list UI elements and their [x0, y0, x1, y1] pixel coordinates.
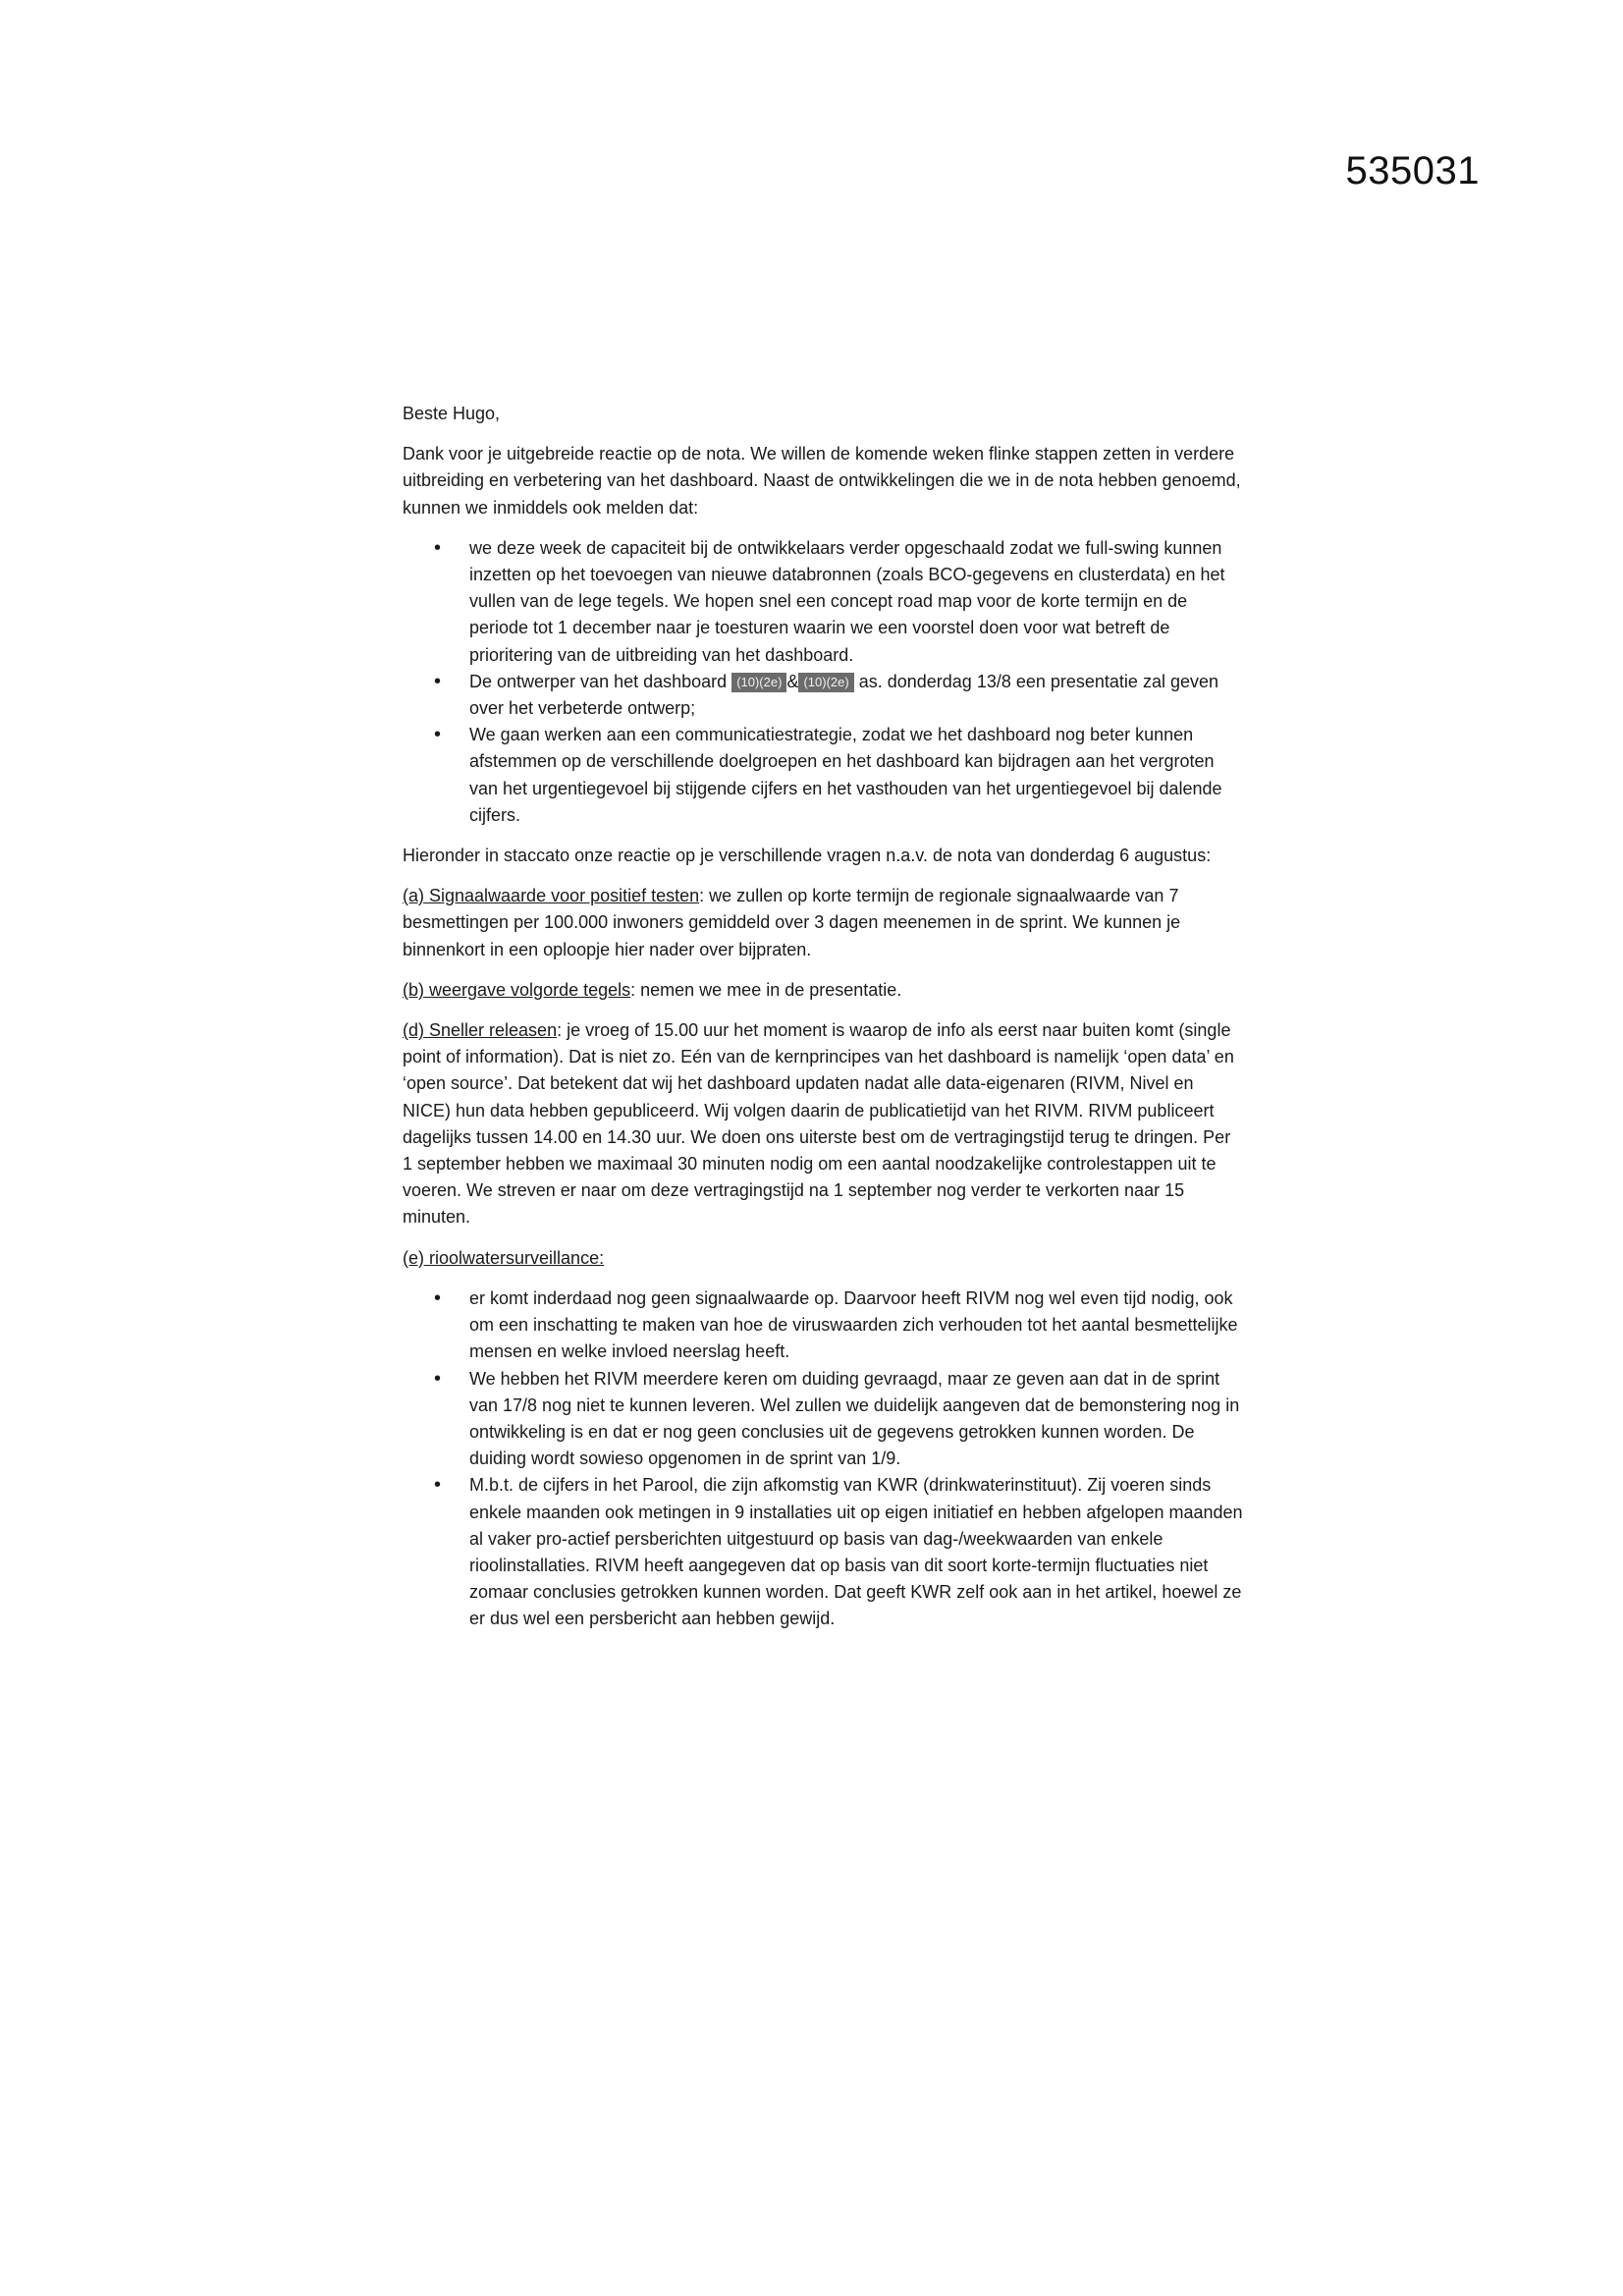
ampersand: &	[786, 671, 799, 691]
section-e-heading: (e) rioolwatersurveillance:	[403, 1247, 605, 1268]
document-number: 535031	[1345, 149, 1480, 192]
sewage-surveillance-list	[403, 1285, 1245, 1633]
section-a	[403, 883, 1245, 963]
section-b-text: : nemen we mee in de presentatie.	[630, 979, 902, 1000]
section-a-text: : we zullen op korte termijn de regionale signaalwaarde van 7 besmettingen per 100.000 inwoners gemiddeld over 3 dagen meenemen in de sprint. We kunnen je binnenkort in een oploopje hier nader over bijpraten.	[403, 886, 1181, 959]
list-item-text: as. donderdag 13/8 een presentatie zal geven over het verbeterde ontwerp;	[469, 671, 1218, 719]
list-item: • We gaan werken aan een communicatiestrategie, zodat we het dashboard nog beter kunnen afstemmen op de verschillende doelgroepen en het dashboard kan bijdragen aan het vergroten van het urgentiegevoel bij stijgende cijfers en het vasthouden van het urgentiegevoel bij dalende cijfers.	[469, 722, 1245, 829]
greeting: Beste Hugo,	[403, 404, 501, 423]
section-d	[403, 1017, 1245, 1231]
section-e	[403, 1245, 1245, 1272]
section-d-heading: (d) Sneller releasen	[403, 1020, 558, 1041]
letter-body	[403, 401, 1245, 1647]
list-item: • We hebben het RIVM meerdere keren om duiding gevraagd, maar ze geven aan dat in de sprint van 17/8 nog niet te kunnen leveren. Wel zullen we duidelijk aangeven dat de bemonstering nog in ontwikkeling is en dat er nog geen conclusies uit de gegevens getrokken kunnen worden. De duiding wordt sowieso opgenomen in de sprint van 1/9.	[469, 1366, 1245, 1473]
redaction-block: (10)(2e)	[731, 673, 786, 692]
section-a-heading: (a) Signaalwaarde voor positief testen	[403, 886, 700, 906]
section-b	[403, 977, 1245, 1004]
list-item-text: De ontwerper van het dashboard	[469, 671, 728, 691]
redaction-block: (10)(2e)	[798, 673, 853, 692]
list-item	[469, 669, 1245, 722]
list-item: • we deze week de capaciteit bij de ontwikkelaars verder opgeschaald zodat we full-swing kunnen inzetten op het toevoegen van nieuwe databronnen (zoals BCO-gegevens en clusterdata) en het vullen van de lege tegels. We hopen snel een concept road map voor de korte termijn en de periode tot 1 december naar je toesturen waarin we een voorstel doen voor wat betreft de prioritering van de uitbreiding van het dashboard.	[469, 535, 1245, 669]
intro-paragraph: Dank voor je uitgebreide reactie op de nota. We willen de komende weken flinke stappen zetten in verdere uitbreiding en verbetering van het dashboard. Naast de ontwikkelingen die we in de nota hebben genoemd, kunnen we inmiddels ook melden dat:	[403, 444, 1241, 518]
developments-list	[403, 535, 1245, 829]
staccato-intro: Hieronder in staccato onze reactie op je verschillende vragen n.a.v. de nota van donderdag 6 augustus:	[403, 846, 1212, 866]
section-d-text: : je vroeg of 15.00 uur het moment is waarop de info als eerst naar buiten komt (single point of information). Dat is niet zo. Eén van de kernprincipes van het dashboard is namelijk ‘open data’ en ‘open source’. Dat betekent dat wij het dashboard updaten nadat alle data-eigenaren (RIVM, Nivel en NICE) hun data hebben gepubliceerd. Wij volgen daarin de publicatietijd van het RIVM. RIVM publiceert dagelijks tussen 14.00 en 14.30 uur. We doen ons uiterste best om de vertragingstijd terug te dringen. Per 1 september hebben we maximaal 30 minuten nodig om een aantal noodzakelijke controlestappen uit te voeren. We streven er naar om deze vertragingstijd na 1 september nog verder te verkorten naar 15 minuten.	[403, 1020, 1234, 1228]
list-item: • er komt inderdaad nog geen signaalwaarde op. Daarvoor heeft RIVM nog wel even tijd nodig, ook om een inschatting te maken van hoe de viruswaarden zich verhouden tot het aantal besmettelijke mensen en welke invloed neerslag heeft.	[469, 1285, 1245, 1366]
section-b-heading: (b) weergave volgorde tegels	[403, 979, 631, 1000]
list-item: • M.b.t. de cijfers in het Parool, die zijn afkomstig van KWR (drinkwaterinstituut). Zij voeren sinds enkele maanden ook metingen in 9 installaties uit op eigen initiatief en hebben afgelopen maanden al vaker pro-actief persberichten uitgestuurd op basis van dag-/weekwaarden van enkele rioolinstallaties. RIVM heeft aangegeven dat op basis van dit soort korte-termijn fluctuaties niet zomaar conclusies getrokken kunnen worden. Dat geeft KWR zelf ook aan in het artikel, hoewel ze er dus wel een persbericht aan hebben gewijd.	[469, 1472, 1245, 1632]
